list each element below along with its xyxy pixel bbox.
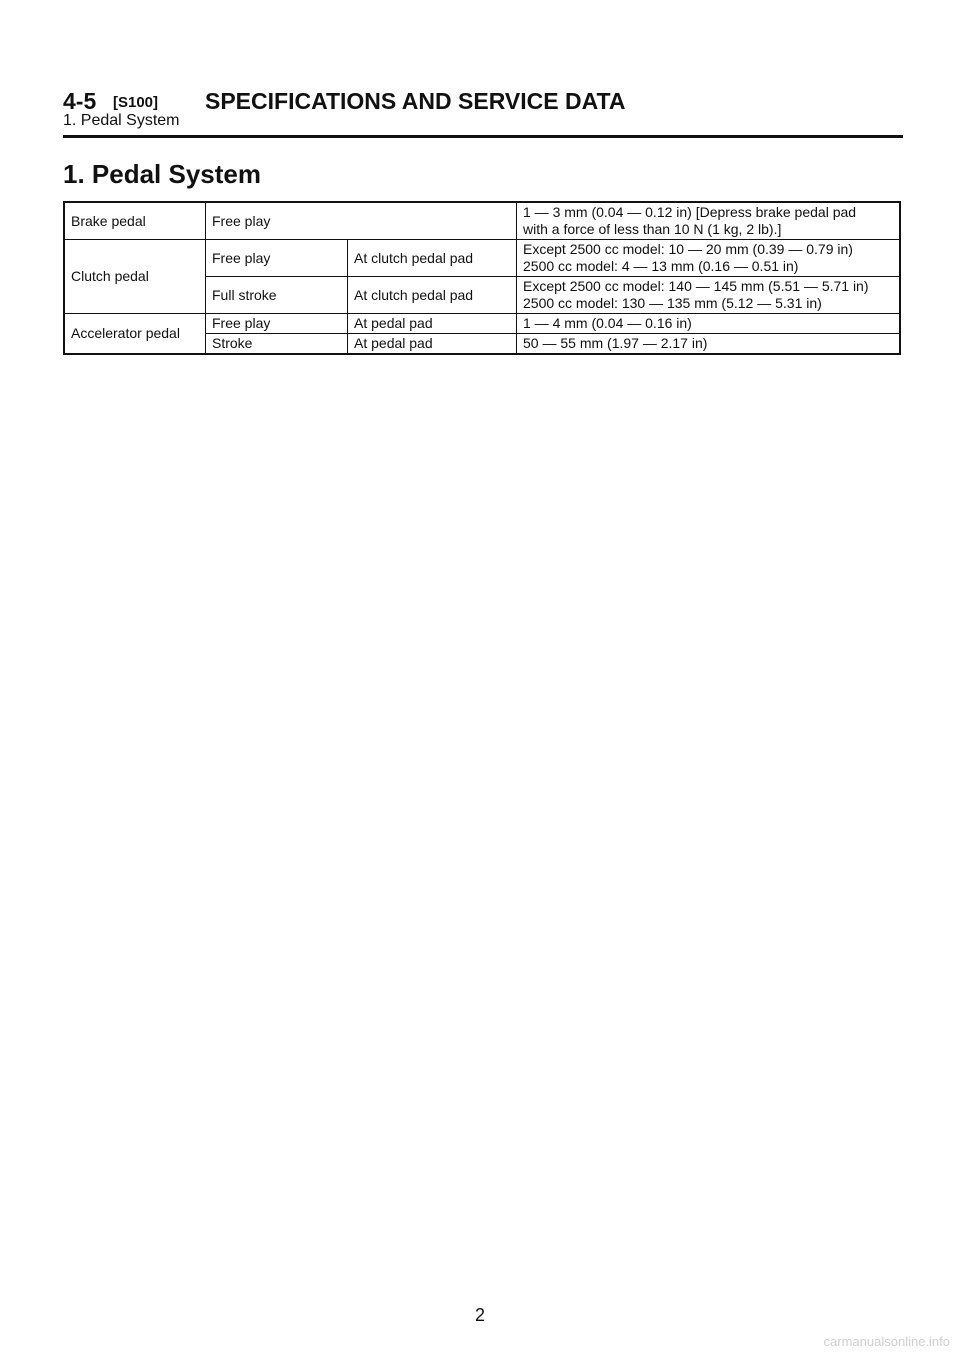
property-cell: Free play	[206, 314, 348, 334]
value-line: Except 2500 cc model: 10 — 20 mm (0.39 — 0.79 in)	[523, 241, 853, 257]
header-rule	[63, 135, 903, 138]
location-cell: At clutch pedal pad	[348, 240, 517, 277]
value-line: with a force of less than 10 N (1 kg, 2 lb).]	[523, 221, 782, 237]
item-cell: Accelerator pedal	[64, 314, 206, 355]
item-cell: Clutch pedal	[64, 240, 206, 314]
property-cell: Stroke	[206, 334, 348, 355]
value-line: Except 2500 cc model: 140 — 145 mm (5.51 — 5.71 in)	[523, 278, 869, 294]
property-cell: Full stroke	[206, 277, 348, 314]
watermark: carmanualsonline.info	[823, 1334, 950, 1349]
value-line: 2500 cc model: 130 — 135 mm (5.12 — 5.31 in)	[523, 295, 822, 311]
property-cell: Free play	[206, 202, 517, 240]
section-title: SPECIFICATIONS AND SERVICE DATA	[205, 88, 626, 114]
value-cell: 1 — 4 mm (0.04 — 0.16 in)	[517, 314, 901, 334]
item-cell: Brake pedal	[64, 202, 206, 240]
table-row	[64, 202, 900, 240]
section-code: [S100]	[113, 94, 159, 111]
table-row	[64, 240, 900, 277]
value-cell	[517, 240, 901, 277]
value-cell: 50 — 55 mm (1.97 — 2.17 in)	[517, 334, 901, 355]
value-line: 2500 cc model: 4 — 13 mm (0.16 — 0.51 in)	[523, 258, 799, 274]
subsection-label: 1. Pedal System	[63, 112, 180, 129]
page-number: 2	[474, 1305, 485, 1325]
pedal-spec-table	[63, 201, 901, 355]
property-cell: Free play	[206, 240, 348, 277]
value-cell	[517, 202, 901, 240]
page-title: 1. Pedal System	[63, 159, 261, 189]
location-cell: At clutch pedal pad	[348, 277, 517, 314]
location-cell: At pedal pad	[348, 334, 517, 355]
value-line: 1 — 3 mm (0.04 — 0.12 in) [Depress brake pedal pad	[523, 204, 857, 220]
page-header	[63, 88, 903, 138]
value-cell	[517, 277, 901, 314]
section-number: 4-5	[63, 88, 97, 114]
location-cell: At pedal pad	[348, 314, 517, 334]
table-row	[64, 314, 900, 334]
